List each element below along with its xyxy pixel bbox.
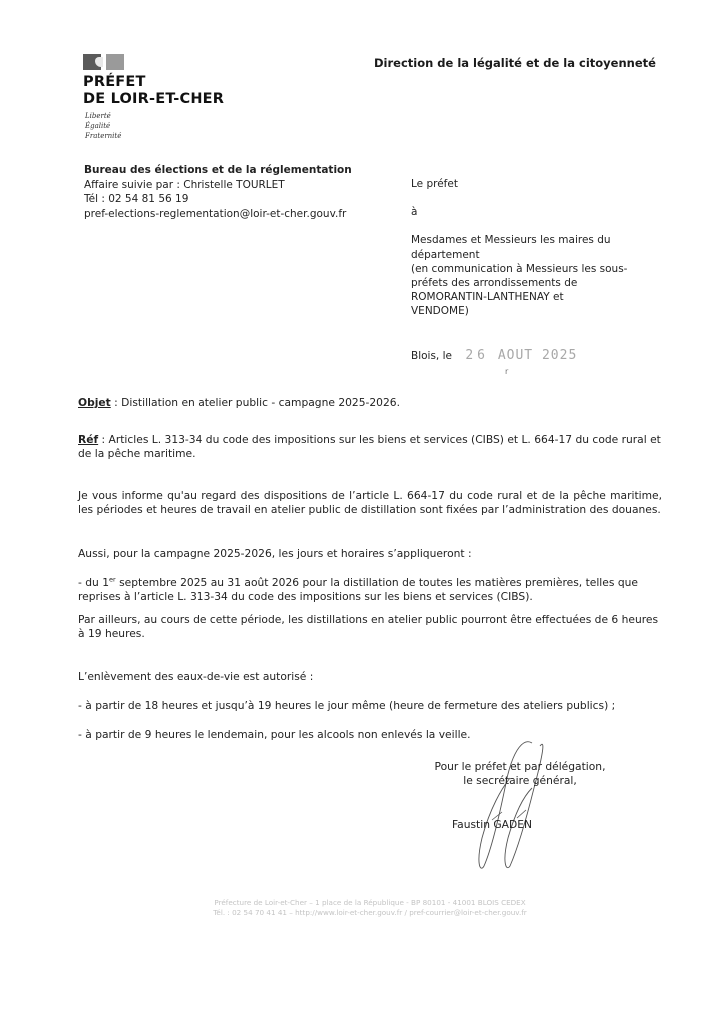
sender-block [84,163,352,221]
objet-line [78,396,662,410]
paragraph-4: Par ailleurs, au cours de cette période, les distillations en atelier public pourront être effectuées de 6 heures à 19 heures. [78,613,659,641]
affaire-suivie: Affaire suivie par : Christelle TOURLET [84,178,285,191]
paragraph-1: Je vous informe qu'au regard des dispositions de l’article L. 664-17 du code rural et de la pêche maritime, les périodes et heures de travail en atelier public de distillation sont fixées par l’administration des douanes. [78,489,662,517]
republic-motto [85,111,121,141]
paragraph-3-rest: septembre 2025 au 31 août 2026 pour la distillation de toutes les matières premières, telles que reprises à l’article L. 313-34 du code des impositions sur les biens et services (CIBS). [78,576,638,604]
prefet-title-line1: PRÉFET [83,74,146,90]
motto-fraternite: Fraternité [85,132,122,140]
stamp-mark: r [505,367,509,376]
paragraph-7: - à partir de 9 heures le lendemain, pour les alcools non enlevés la veille. [78,728,471,741]
sender-phone: Tél : 02 54 81 56 19 [84,193,189,206]
objet-label: Objet [78,396,111,409]
to-label: à [411,206,418,219]
recipient-block [411,177,651,319]
footer [160,898,580,918]
signer-name: Faustin GADEN [452,818,532,831]
paragraph-3 [78,576,662,605]
paragraph-3-prefix: - du 1 [78,576,110,589]
date-stamp-month-year: AOUT 2025 [497,348,578,363]
paragraph-2: Aussi, pour la campagne 2025-2026, les jours et horaires s’appliqueront : [78,547,472,560]
bureau-name: Bureau des élections et de la réglementation [84,164,352,176]
prefet-title [83,74,224,108]
signature-line1: Pour le préfet et par délégation, [434,760,606,773]
paragraph-6: - à partir de 18 heures et jusqu’à 19 heures le jour même (heure de fermeture des ateliers publics) ; [78,699,616,712]
motto-liberte: Liberté [85,112,111,120]
footer-address: Préfecture de Loir-et-Cher – 1 place de la République - BP 80101 - 41001 BLOIS CEDEX [214,898,526,907]
recipient-line5: ROMORANTIN-LANTHENAY et [411,291,564,304]
recipient-line2: département [411,248,480,261]
objet-text: : Distillation en atelier public - campagne 2025-2026. [110,396,400,409]
recipient-line6: VENDOME) [411,305,469,318]
recipient-line4: préfets des arrondissements de [411,277,578,290]
ref-text: : Articles L. 313-34 du code des impositions sur les biens et services (CIBS) et L. 664-17 du code rural et de la pêche maritime. [78,433,661,461]
from-label: Le préfet [411,178,458,190]
signature-block [400,760,640,789]
date-stamp [465,348,577,363]
sender-email[interactable]: pref-elections-reglementation@loir-et-cher.gouv.fr [84,207,347,220]
ref-line [78,433,662,462]
motto-egalite: Égalité [85,122,111,130]
footer-contact: Tél. : 02 54 70 41 41 – http://www.loir-et-cher.gouv.fr / pref-courrier@loir-et-cher.gouv.fr [213,908,527,917]
date-stamp-day: 26 [465,348,489,363]
recipient-line1: Mesdames et Messieurs les maires du [411,234,611,247]
signature-line2: le secrétaire général, [463,774,577,788]
handwritten-signature [462,738,557,873]
marianne-logo-icon [83,54,125,72]
prefet-title-line2: DE LOIR-ET-CHER [83,91,225,107]
ref-label: Réf [78,433,99,446]
date-prefix: Blois, le [411,350,452,362]
paragraph-3-sup: er [109,575,116,584]
date-line [411,348,577,363]
recipient-line3: (en communication à Messieurs les sous- [411,262,628,275]
direction-heading: Direction de la légalité et de la citoyenneté [374,56,656,70]
paragraph-5: L’enlèvement des eaux-de-vie est autorisé : [78,670,314,683]
